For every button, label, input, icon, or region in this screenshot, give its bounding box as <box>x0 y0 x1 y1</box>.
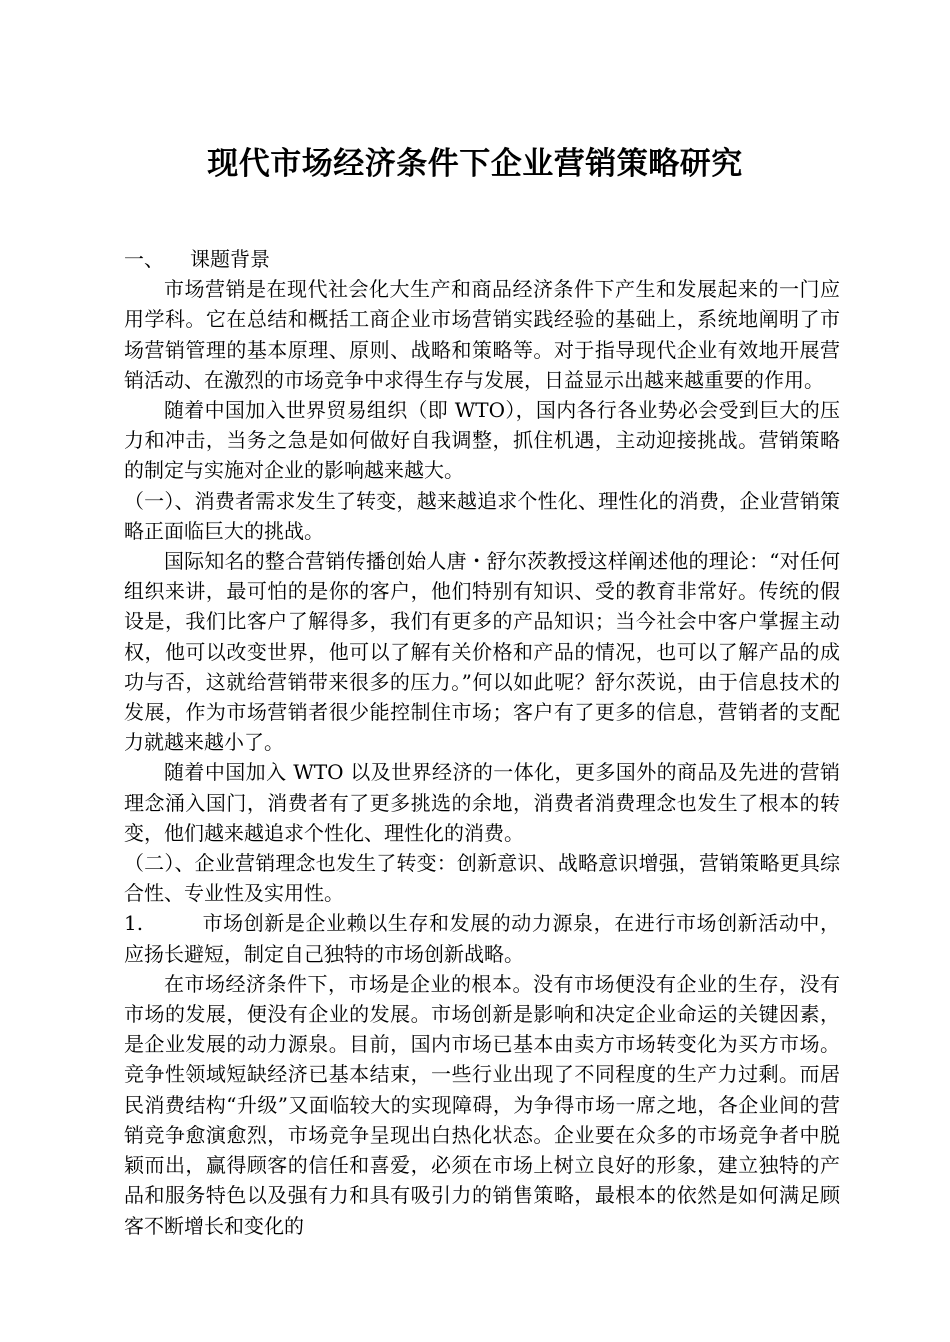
paragraph-5: 在市场经济条件下，市场是企业的根本。没有市场便没有企业的生存，没有市场的发展，便没有企业的发展。市场创新是影响和决定企业命运的关键因素，是企业发展的动力源泉。目前，国内市场已基本由卖方市场转变化为买方市场。竞争性领域短缺经济已基本结束，一些行业出现了不同程度的生产力过剩。而居民消费结构“升级”又面临较大的实现障碍，为争得市场一席之地，各企业间的营销竞争愈演愈烈，市场竞争呈现出白热化状态。企业要在众多的市场竞争者中脱颖而出，赢得顾客的信任和喜爱，必须在市场上树立良好的形象，建立独特的产品和服务特色以及强有力和具有吸引力的销售策略，最根本的依然是如何满足顾客不断增长和变化的 <box>124 971 840 1238</box>
subheading-1: （一）、消费者需求发生了转变，越来越追求个性化、理性化的消费，企业营销策略正面临巨大的挑战。 <box>124 488 840 543</box>
paragraph-3: 国际知名的整合营销传播创始人唐・舒尔茨教授这样阐述他的理论：“对任何组织来讲，最可怕的是你的客户，他们特别有知识、受的教育非常好。传统的假设是，我们比客户了解得多，我们有更多的产品知识；当今社会中客户掌握主动权，他可以改变世界，他可以了解有关价格和产品的情况，也可以了解产品的成功与否，这就给营销带来很多的压力。”何以如此呢？舒尔茨说，由于信息技术的发展，作为市场营销者很少能控制住市场；客户有了更多的信息，营销者的支配力就越来越小了。 <box>124 549 840 755</box>
list-item-1 <box>124 908 840 968</box>
subheading-2: （二）、企业营销理念也发生了转变：创新意识、战略意识增强，营销策略更具综合性、专业性及实用性。 <box>124 851 840 906</box>
paragraph-4: 随着中国加入 WTO 以及世界经济的一体化，更多国外的商品及先进的营销理念涌入国门，消费者有了更多挑选的余地，消费者消费理念也发生了根本的转变，他们越来越追求个性化、理性化的消费。 <box>124 760 840 845</box>
list-item-number: 1. <box>124 911 144 936</box>
section-number: 一、 <box>124 247 164 271</box>
section-title: 课题背景 <box>190 247 270 271</box>
list-item-text: 市场创新是企业赖以生存和发展的动力源泉，在进行市场创新活动中，应扬长避短，制定自己独特的市场创新战略。 <box>124 911 840 966</box>
document-body <box>124 244 840 1241</box>
section-heading <box>124 244 840 274</box>
paragraph-2: 随着中国加入世界贸易组织（即 WTO），国内各行各业势必会受到巨大的压力和冲击，当务之急是如何做好自我调整，抓住机遇，主动迎接挑战。营销策略的制定与实施对企业的影响越来越大。 <box>124 398 840 483</box>
document-title: 现代市场经济条件下企业营销策略研究 <box>207 146 743 182</box>
paragraph-1: 市场营销是在现代社会化大生产和商品经济条件下产生和发展起来的一门应用学科。它在总结和概括工商企业市场营销实践经验的基础上，系统地阐明了市场营销管理的基本原理、原则、战略和策略等。对于指导现代企业有效地开展营销活动、在激烈的市场竞争中求得生存与发展，日益显示出越来越重要的作用。 <box>124 277 840 392</box>
